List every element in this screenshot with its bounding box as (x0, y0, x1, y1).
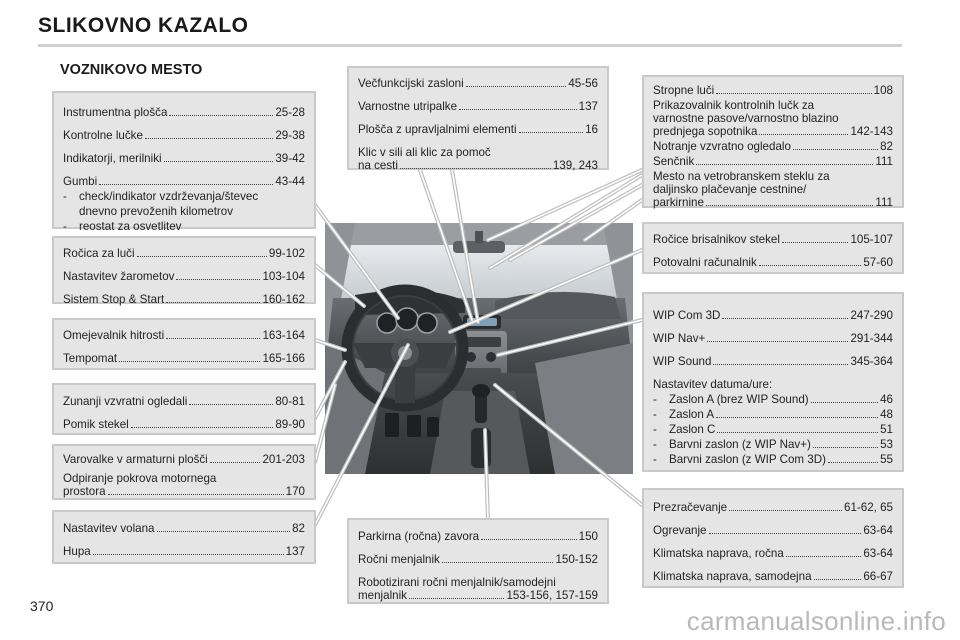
index-entry[interactable]: Nastavitev žarometov 103-104 (63, 270, 305, 283)
index-entry[interactable]: parkirnine 111 (653, 196, 893, 209)
index-entry[interactable]: WIP Com 3D 247-290 (653, 309, 893, 322)
index-entry-continued: Prikazovalnik kontrolnih lučk za (653, 99, 815, 112)
index-entry-continued: Klic v sili ali klic za pomoč (358, 146, 491, 159)
watermark: carmanualsonline.info (686, 606, 946, 636)
index-entry-continued: varnostne pasove/varnostno blazino (653, 112, 839, 125)
index-subentry: - reostat za osvetlitev (63, 220, 182, 233)
index-entry[interactable]: menjalnik 153-156, 157-159 (358, 589, 598, 602)
index-entry[interactable]: WIP Nav+ 291-344 (653, 332, 893, 345)
index-entry[interactable]: Parkirna (ročna) zavora 150 (358, 530, 598, 543)
index-subentry: - check/indikator vzdrževanja/števec (63, 190, 259, 203)
index-subentry[interactable]: - Barvni zaslon (z WIP Com 3D) 55 (653, 453, 893, 466)
index-entry-heading: Nastavitev datuma/ure: (653, 378, 773, 391)
index-entry[interactable]: Zunanji vzvratni ogledali 80-81 (63, 395, 305, 408)
index-subentry[interactable]: - Zaslon A 48 (653, 408, 893, 421)
box-speed-control (52, 318, 316, 370)
index-entry[interactable]: Indikatorji, merilniki 39-42 (63, 152, 305, 165)
box-screens (347, 66, 609, 170)
title-divider (38, 44, 902, 47)
index-entry[interactable]: Večfunkcijski zasloni 45-56 (358, 77, 598, 90)
index-entry[interactable]: Varovalke v armaturni plošči 201-203 (63, 453, 305, 466)
index-entry[interactable]: prednjega sopotnika 142-143 (653, 125, 893, 138)
index-entry[interactable]: Kontrolne lučke 29-38 (63, 129, 305, 142)
index-entry[interactable]: WIP Sound 345-364 (653, 355, 893, 368)
index-entry[interactable]: Ročni menjalnik 150-152 (358, 553, 598, 566)
index-entry[interactable]: Hupa 137 (63, 545, 305, 558)
index-entry[interactable]: Omejevalnik hitrosti 163-164 (63, 329, 305, 342)
dashboard-illustration (325, 223, 633, 474)
index-entry[interactable]: Potovalni računalnik 57-60 (653, 256, 893, 269)
index-entry-continued: daljinsko plačevanje cestnine/ (653, 183, 807, 196)
index-entry[interactable]: Prezračevanje 61-62, 65 (653, 501, 893, 514)
index-entry[interactable]: Senčnik 111 (653, 155, 893, 168)
index-entry[interactable]: Nastavitev volana 82 (63, 522, 305, 535)
index-subentry[interactable]: - Barvni zaslon (z WIP Nav+) 53 (653, 438, 893, 451)
box-lights (52, 236, 316, 304)
index-entry[interactable]: Ročica za luči 99-102 (63, 247, 305, 260)
box-fuses-bonnet (52, 444, 316, 500)
index-entry[interactable]: prostora 170 (63, 485, 305, 498)
index-entry-continued: Odpiranje pokrova motornega (63, 472, 217, 485)
index-entry-continued: Mesto na vetrobranskem steklu za (653, 170, 830, 183)
index-entry[interactable]: Klimatska naprava, samodejna 66-67 (653, 570, 893, 583)
page-title: SLIKOVNO KAZALO (38, 14, 249, 37)
index-entry[interactable]: Ogrevanje 63-64 (653, 524, 893, 537)
box-instrument-panel (52, 91, 316, 233)
index-subentry[interactable]: - Zaslon A (brez WIP Sound) 46 (653, 393, 893, 406)
index-entry-continued: Robotizirani ročni menjalnik/samodejni (358, 576, 556, 589)
box-mirrors-windows (52, 383, 316, 435)
index-entry[interactable]: Notranje vzvratno ogledalo 82 (653, 140, 893, 153)
box-gearbox (347, 518, 609, 604)
index-entry[interactable]: Pomik stekel 89-90 (63, 418, 305, 431)
box-ceiling (642, 75, 904, 208)
index-entry[interactable]: Instrumentna plošča 25-28 (63, 106, 305, 119)
box-wipers (642, 222, 904, 274)
index-entry[interactable]: Gumbi 43-44 (63, 175, 305, 188)
index-entry[interactable]: na cesti 139, 243 (358, 159, 598, 172)
index-entry[interactable]: Klimatska naprava, ročna 63-64 (653, 547, 893, 560)
index-entry[interactable]: Tempomat 165-166 (63, 352, 305, 365)
section-title: VOZNIKOVO MESTO (60, 62, 203, 78)
box-climate (642, 488, 904, 588)
index-subentry-continued: dnevno prevoženih kilometrov (79, 205, 234, 218)
box-audio (642, 292, 904, 472)
index-entry[interactable]: Sistem Stop & Start 160-162 (63, 293, 305, 306)
index-subentry[interactable]: - Zaslon C 51 (653, 423, 893, 436)
index-entry[interactable]: Varnostne utripalke 137 (358, 100, 598, 113)
index-entry[interactable]: Plošča z upravljalnimi elementi 16 (358, 123, 598, 136)
box-steering (52, 510, 316, 564)
index-entry[interactable]: Ročice brisalnikov stekel 105-107 (653, 233, 893, 246)
index-entry[interactable]: Stropne luči 108 (653, 84, 893, 97)
page-number: 370 (30, 598, 54, 614)
